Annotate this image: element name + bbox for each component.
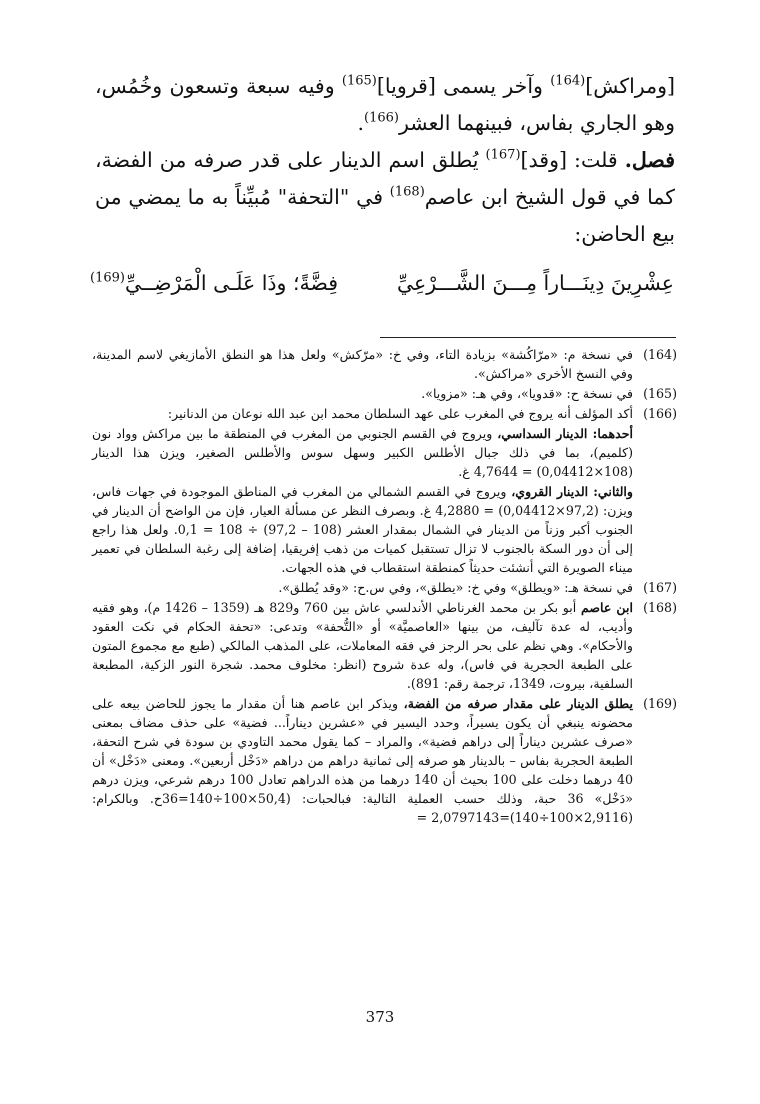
main-text (95, 68, 675, 253)
footnote (92, 404, 677, 423)
text: في "التحفة" مُبيِّناً به ما يمضي من بيع الحاضن: (95, 185, 675, 246)
footnote-ref[interactable]: (167) (485, 147, 521, 163)
footnote-divider (380, 337, 676, 338)
footnote-number: (169) (643, 696, 677, 711)
footnote-continuation (92, 424, 677, 481)
footnote (92, 598, 677, 693)
text: [ومراكش] (585, 74, 675, 98)
footnote-number: (165) (643, 386, 677, 401)
text: يُطلق اسم الدينار على قدر صرفه من الفضة، كما في قول الشيخ ابن عاصم (95, 148, 675, 209)
footnote-body: أبو بكر بن محمد الغرناطي الأندلسي عاش بين 760 و829 هـ (1359 – 1426 م)، وهو فقيه وأديب، له عدة تآليف، من بينها «العاصميَّة» أو «التُّحفة» وتدعى: «تحفة الحكام في نكت العقود والأحكام». وهي نظم على بحر الرجز في فقه المعاملات، على المذهب المالكي (طبع مع مجموع المتون على الطبعة الحجرية في فاس)، وله عدة شروح (انظر: مخلوف محمد. شجرة النور الزكية، المطبعة السلفية، بيروت، 1349، ترجمة رقم: 891). (92, 600, 633, 691)
footnote-ref[interactable]: (164) (550, 73, 586, 89)
footnote-text (92, 482, 633, 577)
footnote-bold: والثاني: الدينار القروي، (511, 484, 633, 499)
text: . (357, 111, 364, 135)
page-number: 373 (365, 1008, 395, 1026)
footnote-body: ويذكر ابن عاصم هنا أن مقدار ما يجوز للحاضن بيعه على محضونه ينبغي أن يكون يسيراً، وحدد اليسير في «عشرين ديناراً... فضية» على حذف مضاف بمعنى «صرف عشرين ديناراً إلى دراهم فضية»، والمراد – كما يقول محمد التاودي بن سودة في شرح التحفة، الطبعة الحجرية بفاس – بالدينار هو صرفه إلى ثمانية دراهم من دراهم «دَخْل أربعين». ومعنى «دَخْل» أن 40 درهما دخلت على 100 بحيث أن 140 درهما من هذه الدراهم تعادل 100 درهم شرعي، ويزن درهم «دَخْل» 36 حبة، وذلك حسب العملية التالية: فبالحبات: (50,4×100÷140=36ح. وبالكرام: (2,9116×100÷140)=2,0797143 = (92, 696, 633, 825)
footnote (92, 384, 677, 403)
footnote-text: في نسخة هـ: «ويطلق» وفي خ: «يطلق»، وفي س.ح: «وقد يُطلق». (278, 580, 633, 595)
footnote-ref[interactable]: (165) (341, 73, 377, 89)
footnote-text (92, 694, 633, 827)
text: وآخر يسمى [قرويا] (376, 74, 551, 98)
footnote-number: (167) (643, 580, 677, 595)
footnote-text: في نسخة م: «مرّاكُشة» بزيادة التاء، وفي خ: «مرّكش» ولعل هذا هو النطق الأمازيغي لاسم المدينة، وفي النسخ الأخرى «مراكش». (92, 347, 633, 381)
footnote-ref[interactable]: (166) (363, 110, 399, 126)
footnote-body: ويروج في القسم الشمالي من المغرب في المناطق الموجودة في جهات فاس، ويزن: (97,2×0,04412) = 4,2880 غ. وبصرف النظر عن مسألة العيار، فإن من الواضح أن الدينار في الجنوب أكبر وزناً من الدينار في الشمال بمقدار العشر (108 – 97,2) ÷ 108 = 0,1. ولعل هذا راجع إلى أن دور السكة بالجنوب لا تزال تستقبل كميات من ذهب إفريقيا، إضافة إلى رغبة السلطان في تعمير ميناء الصويرة التي أنشئت حديثاً كمنطقة استقطاب في هذه الجهات. (92, 484, 633, 575)
hemistich-2 (90, 271, 338, 295)
text: قلت: [وقد] (520, 148, 625, 172)
footnote-text: أكد المؤلف أنه يروج في المغرب على عهد السلطان محمد ابن عبد الله نوعان من الدنانير: (167, 406, 633, 421)
footnote-ref[interactable]: (168) (389, 184, 425, 200)
footnote (92, 694, 677, 827)
hemistich-1: عِشْرِينَ دِينَـــاراً مِـــنَ الشَّـــرْعِيِّ (396, 271, 674, 295)
footnote-ref[interactable]: (169) (90, 270, 125, 286)
footnote (92, 345, 677, 383)
hemistich-2-text: فِضَّةً؛ وذَا عَلَـى الْمَرْضِــيِّ (124, 271, 339, 295)
footnote-bold: يطلق الدينار على مقدار صرفه من الفضة، (403, 696, 633, 711)
section-heading: فصل. (624, 148, 675, 172)
footnote-number: (168) (643, 600, 677, 615)
footnote-continuation (92, 482, 677, 577)
paragraph-2 (95, 142, 675, 253)
footnote-bold: ابن عاصم (580, 600, 633, 615)
footnote-number: (166) (643, 406, 677, 421)
footnote-body: ويروج في القسم الجنوبي من المغرب في المنطقة ما بين مراكش وواد نون (كلميم)، بما في ذلك جبال الأطلس الكبير وسهل سوس والأطلس الصغير، ويزن هذا الدينار (108×0,04412) = 4,7644 غ. (92, 426, 633, 479)
footnote-number: (164) (643, 347, 677, 362)
footnote-text: في نسخة ح: «قدويا»، وفي هـ: «مزويا». (421, 386, 633, 401)
text: وفيه سبعة وتسعون وخُمُس، وهو الجاري بفاس، فبينهما العشر (95, 74, 675, 135)
paragraph-1 (95, 68, 675, 142)
poem-verse (90, 263, 674, 303)
footnote (92, 578, 677, 597)
footnotes (92, 345, 677, 828)
footnote-text (92, 598, 633, 693)
footnote-bold: أحدهما: الدينار السداسي، (497, 426, 633, 441)
footnote-text (92, 424, 633, 481)
